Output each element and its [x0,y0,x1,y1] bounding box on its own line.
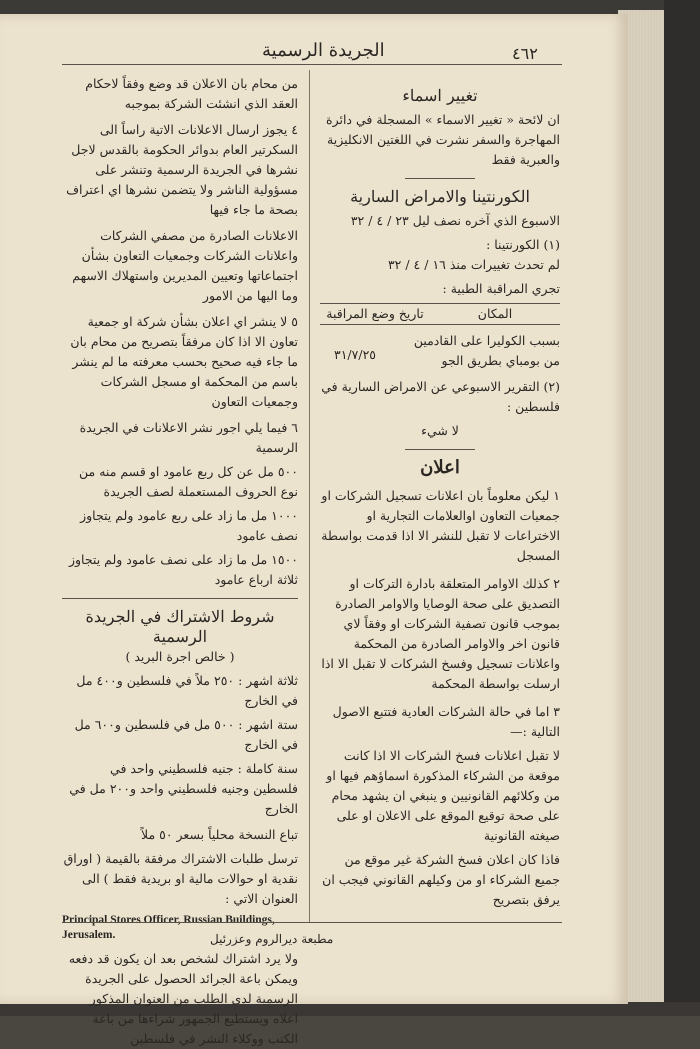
quarantine-no-changes: لم تحدث تغييرات منذ ١٦ / ٤ / ٣٢ [387,257,560,272]
subscription-closing: ولا يرد اشتراك لشخص بعد ان يكون قد دفعه ويمكن باعة الجرائد الحصول على الجريدة الرسمية لدى الطلب من العنوان المذكور اعلاه ويستطيع الجمهور شراءها من باعة الكتب ووكلاء النشر في فلسطين [68,951,298,1046]
notice-para-3: ٣ اما في حالة الشركات العادية فتتبع الاصول التالية :— [332,704,560,739]
left-para-5: ٥ لا ينشر اي اعلان بشأن شركة او جمعية تعاون الا اذا كان مرفقاً بتصريح من محام بان ما جاء فيه صحيح بحسب معرفته ما لم ينشر باسم من المحكمة او مسجل الشركات وجمعيات التعاون [70,314,298,409]
left-para-6: ٦ فيما يلي اجور نشر الاعلانات في الجريدة الرسمية [79,420,298,455]
subscription-1-year: سنة كاملة : جنيه فلسطيني واحد في فلسطين وجنيه فلسطيني واحد و٢٠٠ مل في الخارج [69,761,298,816]
medical-observation: تجري المراقبة الطبية : [442,281,560,296]
quarantine-week: الاسبوع الذي آخره نصف ليل ٢٣ / ٤ / ٣٢ [350,213,560,228]
notice-para-3b: فاذا كان اعلان فسخ الشركة غير موقع من جميع الشركاء او من وكيلهم القانوني فيجب ان يرفق بتصريح [322,852,560,907]
printer-imprint: مطبعة ديرالروم وعزرئيل [210,932,334,946]
stores-address: Principal Stores Officer, Russian Buildings, Jerusalem. [62,914,275,941]
subscription-6-months: ستة اشهر : ٥٠٠ مل في فلسطين و٦٠٠ مل في الخارج [74,717,298,752]
notice-para-3a: لا تقبل اعلانات فسخ الشركات الا اذا كانت موقعة من الشركاء المذكورة اسماؤهم فيها او من وكلائهم القانونيين و ينبغي ان يشهد محام على صحة توقيع الموقع على الاعلان او على صيغته القانونية [326,748,560,843]
rate-2: ١٠٠٠ مل ما زاد على ربع عامود ولم يتجاوز نصف عامود [80,508,298,543]
left-para-0: من محام بان الاعلان قد وضع وفقاً لاحكام العقد الذي انشئت الشركة بموجبه [85,76,298,111]
rate-3: ١٥٠٠ مل ما زاد على نصف عامود ولم يتجاوز ثلاثة ارباع عامود [68,552,298,587]
section-divider [62,598,298,599]
observation-desc: بسبب الكوليرا على القادمين من بومباي بطريق الجو [413,333,560,368]
name-change-text: ان لائحة « تغيير الاسماء » المسجلة في دائرة المهاجرة والسفر نشرت في اللغتين الانكليزية والعبرية فقط [326,112,560,167]
column-divider [309,70,310,922]
observation-table-header [320,304,560,324]
copy-price: تباع النسخة محلياً بسعر ٥٠ ملاً [140,827,298,842]
quarantine-heading: الكورنتينا والامراض السارية [350,187,530,206]
gazette-page [0,14,628,1046]
table-rule [320,324,560,325]
name-change-heading: تغيير اسماء [402,86,478,105]
page-title: الجريدة الرسمية [262,40,385,61]
subscription-send: ترسل طلبات الاشتراك مرفقة بالقيمة ( اوراق نقدية او حوالات مالية او بريدية فقط ) الى العنوان الاتي : [63,851,298,906]
left-column [62,74,298,1049]
quarantine-nothing: لا شيء [421,423,459,438]
left-para-4a: الاعلانات الصادرة من مصفي الشركات واعلانات الشركات وجمعيات التعاون بشأن اجتماعاتها وتعيين المديرين واستهلاك الاسهم وما اليها من الامور [72,228,298,303]
right-column [320,86,560,910]
col-date: تاريخ وضع المراقبة [326,306,424,321]
subscription-3-months: ثلاثة اشهر : ٢٥٠ ملاً في فلسطين و٤٠٠ مل في الخارج [76,673,298,708]
footer-rule [62,922,562,923]
quarantine-item-1: (١) الكورنتينا : [486,237,560,252]
section-divider [405,449,475,450]
notice-para-1: ١ ليكن معلوماً بان اعلانات تسجيل الشركات او جمعيات التعاون اوالعلامات التجارية او الاختراعات لا تقبل للنشر الا اذا قدمت بواسطة المسجل [321,488,560,563]
observation-table-row [320,331,560,371]
header-rule [62,64,562,65]
notice-para-2: ٢ كذلك الاوامر المتعلقة بادارة التركات او التصديق على صحة الوصايا والاوامر الصادرة بموجب قانون تصفية الشركات او وفقاً لاي قانون اخر والاوامر الصادرة من المحكمة واعلانات تسجيل وفسخ الشركات لا تقبل الا اذا ارسلت بواسطة المحكمة [321,576,560,691]
notice-heading: اعلان [420,457,460,478]
subscription-heading: شروط الاشتراك في الجريدة الرسمية [85,607,275,646]
subscription-subheading: ( خالص اجرة البريد ) [125,649,235,664]
observation-date: ٣١/٧/٢٥ [334,347,376,362]
book-spine-shadow [664,0,700,1016]
rate-1: ٥٠٠ مل عن كل ربع عامود او قسم منه من نوع الحروف المستعملة لصف الجريدة [79,464,298,499]
quarantine-item-2: (٢) التقرير الاسبوعي عن الامراض السارية في فلسطين : [321,379,560,414]
section-divider [405,178,475,179]
page-number: ٤٦٢ [512,44,538,63]
left-para-4: ٤ يجوز ارسال الاعلانات الاتية راساً الى السكرتير العام بدوائر الحكومة بالقدس لاجل نشرها في الجريدة الرسمية وتنشر على مسؤولية الناشر ولا يتضمن نشرها اي اعتراف بصحة ما جاء فيها [66,122,298,217]
col-place: المكان [477,306,513,321]
